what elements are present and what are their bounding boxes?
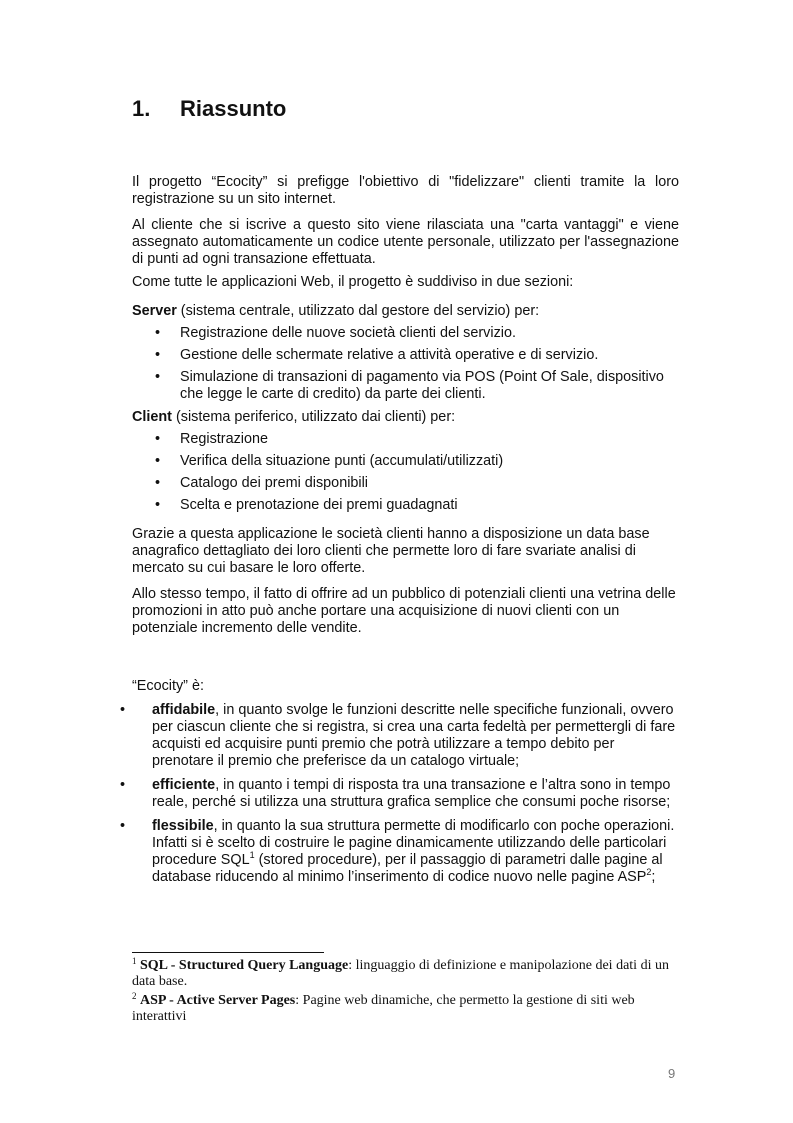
property-text: , in quanto i tempi di risposta tra una transazione e l’altra sono in tempo reale, perché si utilizza una struttura grafica semplice che consumi poche risorse; <box>152 777 671 810</box>
footnote-mark: 2 <box>132 991 137 1001</box>
server-heading <box>132 303 679 320</box>
list-item: • Simulazione di transazioni di pagamento via POS (Point Of Sale, dispositivo che legge le carte di credito) da parte dei clienti. <box>132 369 679 403</box>
property-term: affidabile <box>152 702 216 718</box>
footnote-term: ASP - Active Server Pages <box>140 993 296 1008</box>
property-term: efficiente <box>152 777 216 793</box>
footnote-mark: 1 <box>132 956 137 966</box>
footnote-ref[interactable]: 2 <box>646 867 652 878</box>
page-number: 9 <box>668 1066 676 1081</box>
closing-paragraph-2: Allo stesso tempo, il fatto di offrire ad un pubblico di potenziali clienti una vetrina delle promozioni in atto può anche portare una acquisizione di nuovi clienti con un potenziale incremento delle vendite. <box>132 586 676 636</box>
page-content <box>132 96 679 886</box>
server-label: Server <box>132 303 177 319</box>
footnote-term: SQL - Structured Query Language <box>140 958 349 973</box>
property-flessibile <box>120 818 679 886</box>
list-item: • Gestione delle schermate relative a attività operative e di servizio. <box>132 347 679 364</box>
intro-paragraph-2: Al cliente che si iscrive a questo sito viene rilasciata una "carta vantaggi" e viene assegnato automaticamente un codice utente personale, utilizzato per l'assegnazione di punti ad ogni transazione effettuata. <box>132 217 679 267</box>
list-item: • Verifica della situazione punti (accumulati/utilizzati) <box>132 453 679 470</box>
list-item: • Registrazione <box>132 431 679 448</box>
ecocity-intro: “Ecocity” è: <box>132 678 204 694</box>
footnote-text: : Pagine web dinamiche, che permetto la gestione di siti web interattivi <box>132 993 635 1024</box>
client-description: (sistema periferico, utilizzato dai clienti) per: <box>171 409 456 425</box>
property-affidabile <box>120 702 679 770</box>
property-efficiente <box>120 777 679 811</box>
footnote <box>132 958 679 990</box>
closing-paragraph-1: Grazie a questa applicazione le società clienti hanno a disposizione un data base anagrafico dettagliato dei loro clienti che permette loro di fare svariate analisi di mercato su cui basare le loro offerte. <box>132 526 650 576</box>
section-heading <box>132 96 679 122</box>
footnotes <box>132 958 679 1028</box>
property-text: , in quanto la sua struttura permette di modificarlo con poche operazioni. Infatti si è scelto di costruire le pagine dinamicamente utilizzando delle particolari procedure SQL <box>152 818 675 868</box>
list-item: • Scelta e prenotazione dei premi guadagnati <box>132 497 679 514</box>
property-text: , in quanto svolge le funzioni descritte nelle specifiche funzionali, ovvero per ciascun cliente che si registra, si crea una carta fedeltà per permettergli di fare acquisti ed acquisire punti premio che potrà utilizzare a tempo debito per prenotare il premio che preferisce da un catalogo virtuale; <box>152 702 676 769</box>
server-description: (sistema centrale, utilizzato dal gestore del servizio) per: <box>176 303 540 319</box>
properties-list <box>120 702 679 886</box>
client-list <box>132 431 679 514</box>
intro-paragraph-3: Come tutte le applicazioni Web, il progetto è suddiviso in due sezioni: <box>132 274 574 290</box>
property-term: flessibile <box>152 818 214 834</box>
client-heading <box>132 409 679 426</box>
footnote <box>132 993 679 1025</box>
property-text: (stored procedure), per il passaggio di parametri dalle pagine al database riducendo al minimo l’inserimento di codice nuovo nelle pagine ASP <box>152 852 663 885</box>
server-list <box>132 325 679 403</box>
section-number: 1. <box>132 96 151 121</box>
list-item: • Catalogo dei premi disponibili <box>132 475 679 492</box>
property-text: ; <box>651 869 656 885</box>
footnote-ref[interactable]: 1 <box>249 850 255 861</box>
client-label: Client <box>132 409 172 425</box>
intro-paragraph-1: Il progetto “Ecocity” si prefigge l'obiettivo di "fidelizzare" clienti tramite la loro registrazione su un sito internet. <box>132 174 679 207</box>
footnote-text: : linguaggio di definizione e manipolazione dei dati di un data base. <box>132 958 669 989</box>
footnote-divider <box>132 952 324 953</box>
section-title: Riassunto <box>180 96 287 121</box>
list-item: • Registrazione delle nuove società clienti del servizio. <box>132 325 679 342</box>
